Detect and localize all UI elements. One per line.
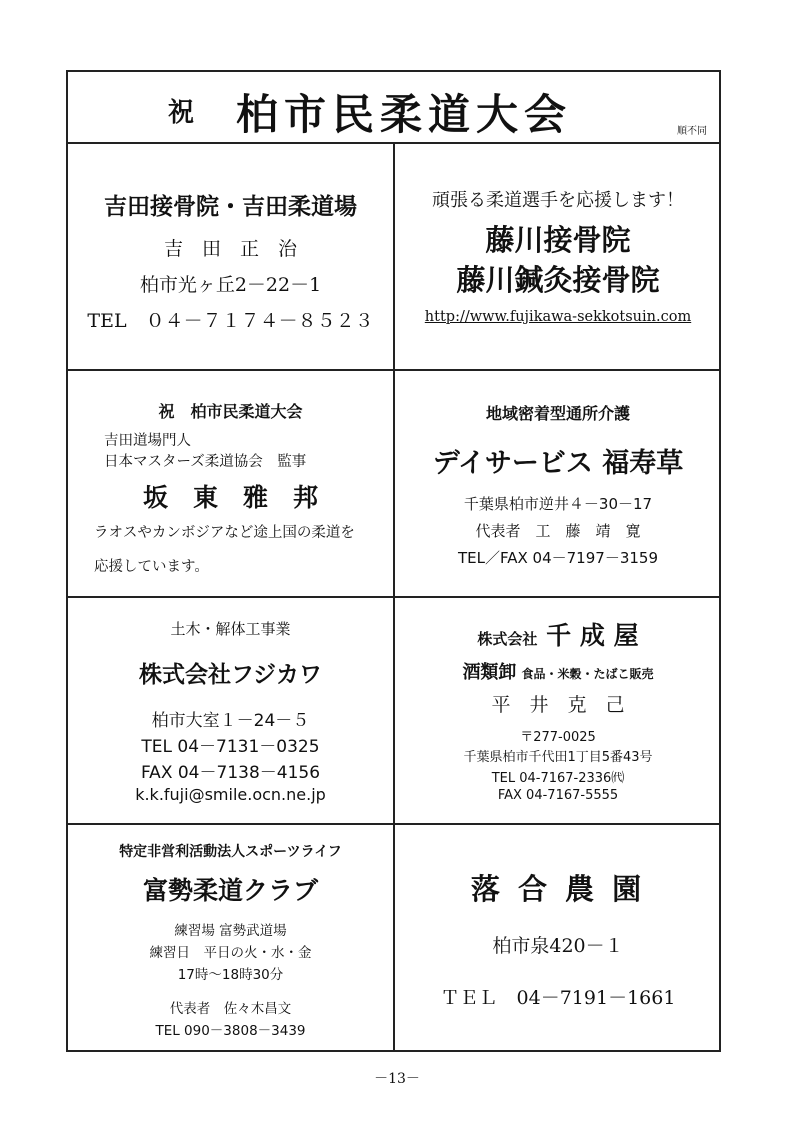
fax: FAX 04－7138－4156 — [140, 763, 321, 783]
business-name: 藤川接骨院 — [485, 223, 631, 257]
business-main: 酒類卸 — [462, 662, 517, 683]
page-header — [68, 72, 719, 144]
celebrate-mark: 祝 — [168, 98, 195, 128]
business-name: 株式会社フジカワ — [138, 662, 323, 688]
ad-yoshida — [68, 146, 393, 369]
representative: 代表者 佐々木昌文 — [169, 1001, 292, 1017]
farm-name: 落 合 農 園 — [470, 872, 646, 906]
ad-ochiai — [395, 825, 721, 1052]
phone-fax: TEL／FAX 04－7197－3159 — [458, 549, 658, 567]
fax: FAX 04-7167-5555 — [497, 788, 619, 803]
person-name: 坂 東 雅 邦 — [142, 483, 318, 512]
role: 吉田道場門人 — [104, 433, 191, 449]
company-line — [395, 616, 721, 652]
message: 応援しています。 — [94, 559, 209, 575]
club-name: 富勢柔道クラブ — [142, 876, 318, 905]
ad-bando — [68, 371, 393, 596]
address: 千葉県柏市逆井４－30－17 — [463, 495, 653, 513]
ad-fukujuso — [395, 371, 721, 596]
phone: TEL 090－3808－3439 — [155, 1023, 306, 1039]
organization: 特定非営利活動法人スポーツライフ — [119, 844, 342, 860]
company-prefix: 株式会社 — [477, 630, 538, 648]
business-line — [395, 658, 721, 684]
phone: TEL 04-7167-2336㈹ — [491, 771, 625, 786]
ad-tomisei — [68, 825, 393, 1052]
slogan: 頑張る柔道選手を応援します！ — [432, 190, 684, 211]
representative: 代表者 工 藤 靖 寛 — [475, 522, 641, 540]
business-name: 吉田接骨院・吉田柔道場 — [104, 194, 357, 220]
greeting: 祝 柏市民柔道大会 — [158, 402, 303, 421]
person-name: 吉 田 正 治 — [163, 238, 297, 260]
business-name: デイサービス 福寿草 — [432, 448, 684, 479]
practice-place: 練習場 富勢武道場 — [174, 923, 287, 939]
website-link[interactable]: http://www.fujikawa-sekkotsuin.com — [424, 309, 692, 325]
order-note: 順不同 — [677, 126, 707, 137]
ad-fujikawa-corp — [68, 598, 393, 823]
category: 地域密着型通所介護 — [485, 404, 630, 423]
company-name: 千 成 屋 — [546, 621, 639, 650]
message: ラオスやカンボジアなど途上国の柔道を — [94, 525, 355, 541]
phone: TEL 04－7131－0325 — [141, 737, 320, 757]
page-number: －13－ — [374, 1071, 420, 1087]
page-title: 柏市民柔道大会 — [236, 90, 573, 139]
email: k.k.fuji@smile.ocn.ne.jp — [135, 785, 326, 804]
role: 日本マスターズ柔道協会 監事 — [104, 454, 307, 470]
phone: TEL ０４－７１７４－８５２３ — [87, 310, 374, 332]
business-type: 土木・解体工事業 — [170, 620, 291, 638]
practice-days: 練習日 平日の火・水・金 — [149, 945, 312, 961]
ad-chinariya — [395, 598, 721, 823]
ad-page-frame — [66, 70, 721, 1052]
person-name: 平 井 克 己 — [491, 694, 625, 716]
address: 柏市泉420－１ — [492, 935, 624, 957]
business-name: 藤川鍼灸接骨院 — [456, 263, 660, 297]
phone: ＴＥＬ 04－7191－1661 — [440, 987, 676, 1009]
address: 千葉県柏市千代田1丁目5番43号 — [463, 750, 653, 765]
business-sub: 食品・米穀・たばこ販売 — [521, 667, 654, 681]
practice-hours: 17時～18時30分 — [177, 967, 284, 983]
postal-code: 〒277-0025 — [520, 730, 596, 745]
address: 柏市光ヶ丘2－22－1 — [139, 274, 322, 296]
ad-fujikawa-clinic — [395, 146, 721, 369]
address: 柏市大室１－24－５ — [151, 711, 310, 731]
